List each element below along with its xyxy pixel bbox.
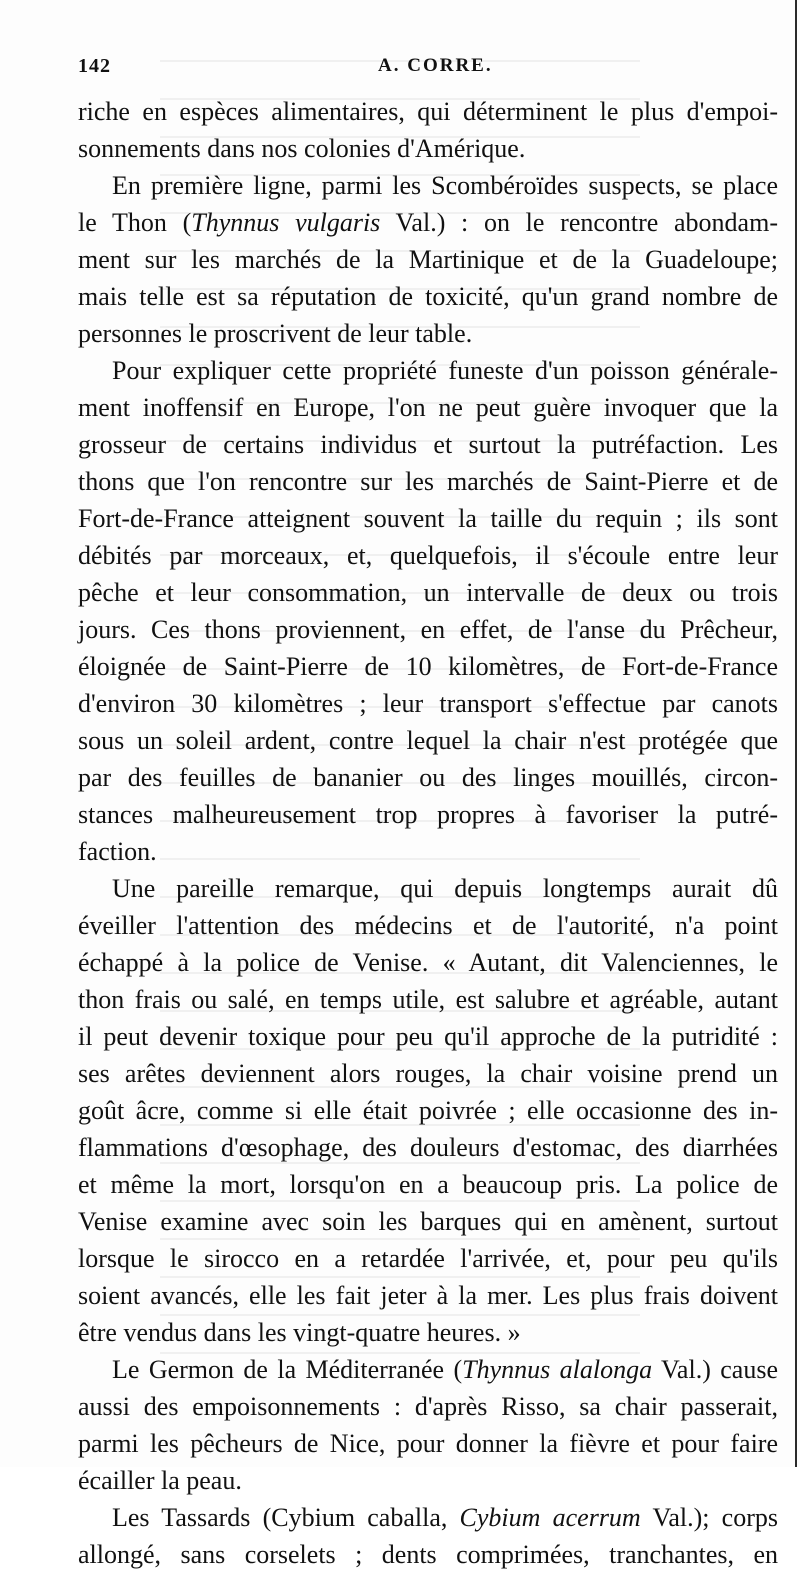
species-name: Thynnus vulgaris <box>191 208 381 237</box>
text-line: grosseur de certains individus et surtout la putréfaction. Les <box>78 430 778 459</box>
text-line: échappé à la police de Venise. « Autant, dit Valenciennes, le <box>78 948 778 977</box>
text-line: Le Germon de la Méditerranée (Thynnus alalonga Val.) cause <box>112 1355 778 1384</box>
text-line: jours. Ces thons proviennent, en effet, de l'anse du Prêcheur, <box>78 615 778 644</box>
body-text <box>78 93 778 1573</box>
text-line: faction. <box>78 837 157 866</box>
text-line: parmi les pêcheurs de Nice, pour donner la fièvre et pour faire <box>78 1429 778 1458</box>
text-line: Pour expliquer cette propriété funeste d'un poisson générale- <box>112 356 778 385</box>
text-line: ment sur les marchés de la Martinique et de la Guadeloupe; <box>78 245 778 274</box>
text-line: être vendus dans les vingt-quatre heures. » <box>78 1318 521 1347</box>
text-line: thons que l'on rencontre sur les marchés de Saint-Pierre et de <box>78 467 778 496</box>
text-line: allongé, sans corselets ; dents comprimées, tranchantes, en <box>78 1540 778 1569</box>
text-line: par des feuilles de bananier ou des linges mouillés, circon- <box>78 763 778 792</box>
text-line: mais telle est sa réputation de toxicité, qu'un grand nombre de <box>78 282 778 311</box>
text-line: thon frais ou salé, en temps utile, est salubre et agréable, autant <box>78 985 778 1014</box>
species-name: Cybium acerrum <box>459 1503 641 1532</box>
text-line: aussi des empoisonnements : d'après Risso, sa chair passerait, <box>78 1392 778 1421</box>
paragraph-3 <box>78 352 778 870</box>
text-line: le Thon (Thynnus vulgaris Val.) : on le rencontre abondam- <box>78 208 778 237</box>
text-line: pêche et leur consommation, un intervalle de deux ou trois <box>78 578 778 607</box>
text-line: éveiller l'attention des médecins et de l'autorité, n'a point <box>78 911 778 940</box>
text-line: lorsque le sirocco en a retardée l'arrivée, et, pour peu qu'ils <box>78 1244 778 1273</box>
text-line: et même la mort, lorsqu'on en a beaucoup pris. La police de <box>78 1170 778 1199</box>
text-line: personnes le proscrivent de leur table. <box>78 319 473 348</box>
page-number: 142 <box>78 55 111 77</box>
text-line: Les Tassards (Cybium caballa, Cybium acerrum Val.); corps <box>112 1503 778 1532</box>
text-line: riche en espèces alimentaires, qui déterminent le plus d'empoi- <box>78 97 778 126</box>
paragraph-5 <box>78 1351 778 1499</box>
paragraph-4 <box>78 870 778 1351</box>
running-head: A. CORRE. <box>378 55 493 76</box>
text-line: En première ligne, parmi les Scombéroïdes suspects, se place <box>112 171 778 200</box>
text-line: Venise examine avec soin les barques qui en amènent, surtout <box>78 1207 778 1236</box>
text-line: goût âcre, comme si elle était poivrée ; elle occasionne des in- <box>78 1096 778 1125</box>
text-line: d'environ 30 kilomètres ; leur transport s'effectue par canots <box>78 689 778 718</box>
paragraph-2 <box>78 167 778 352</box>
text-line: ses arêtes deviennent alors rouges, la chair voisine prend un <box>78 1059 778 1088</box>
text-line: éloignée de Saint-Pierre de 10 kilomètres, de Fort-de-France <box>78 652 778 681</box>
text-line: Fort-de-France atteignent souvent la taille du requin ; ils sont <box>78 504 778 533</box>
text-line: écailler la peau. <box>78 1466 242 1495</box>
text-line: flammations d'œsophage, des douleurs d'estomac, des diarrhées <box>78 1133 778 1162</box>
text-line: stances malheureusement trop propres à favoriser la putré- <box>78 800 778 829</box>
paragraph-1 <box>78 93 778 167</box>
text-line: Une pareille remarque, qui depuis longtemps aurait dû <box>112 874 778 903</box>
page-header <box>78 55 778 87</box>
species-name: Thynnus alalonga <box>462 1355 653 1384</box>
text-line: sous un soleil ardent, contre lequel la chair n'est protégée que <box>78 726 778 755</box>
text-line: ment inoffensif en Europe, l'on ne peut guère invoquer que la <box>78 393 778 422</box>
paragraph-6 <box>78 1499 778 1573</box>
page-edge-line <box>795 0 797 1467</box>
text-line: sonnements dans nos colonies d'Amérique. <box>78 134 526 163</box>
text-line: débités par morceaux, et, quelquefois, il s'écoule entre leur <box>78 541 778 570</box>
text-line: soient avancés, elle les fait jeter à la mer. Les plus frais doivent <box>78 1281 778 1310</box>
text-line: il peut devenir toxique pour peu qu'il approche de la putridité : <box>78 1022 778 1051</box>
